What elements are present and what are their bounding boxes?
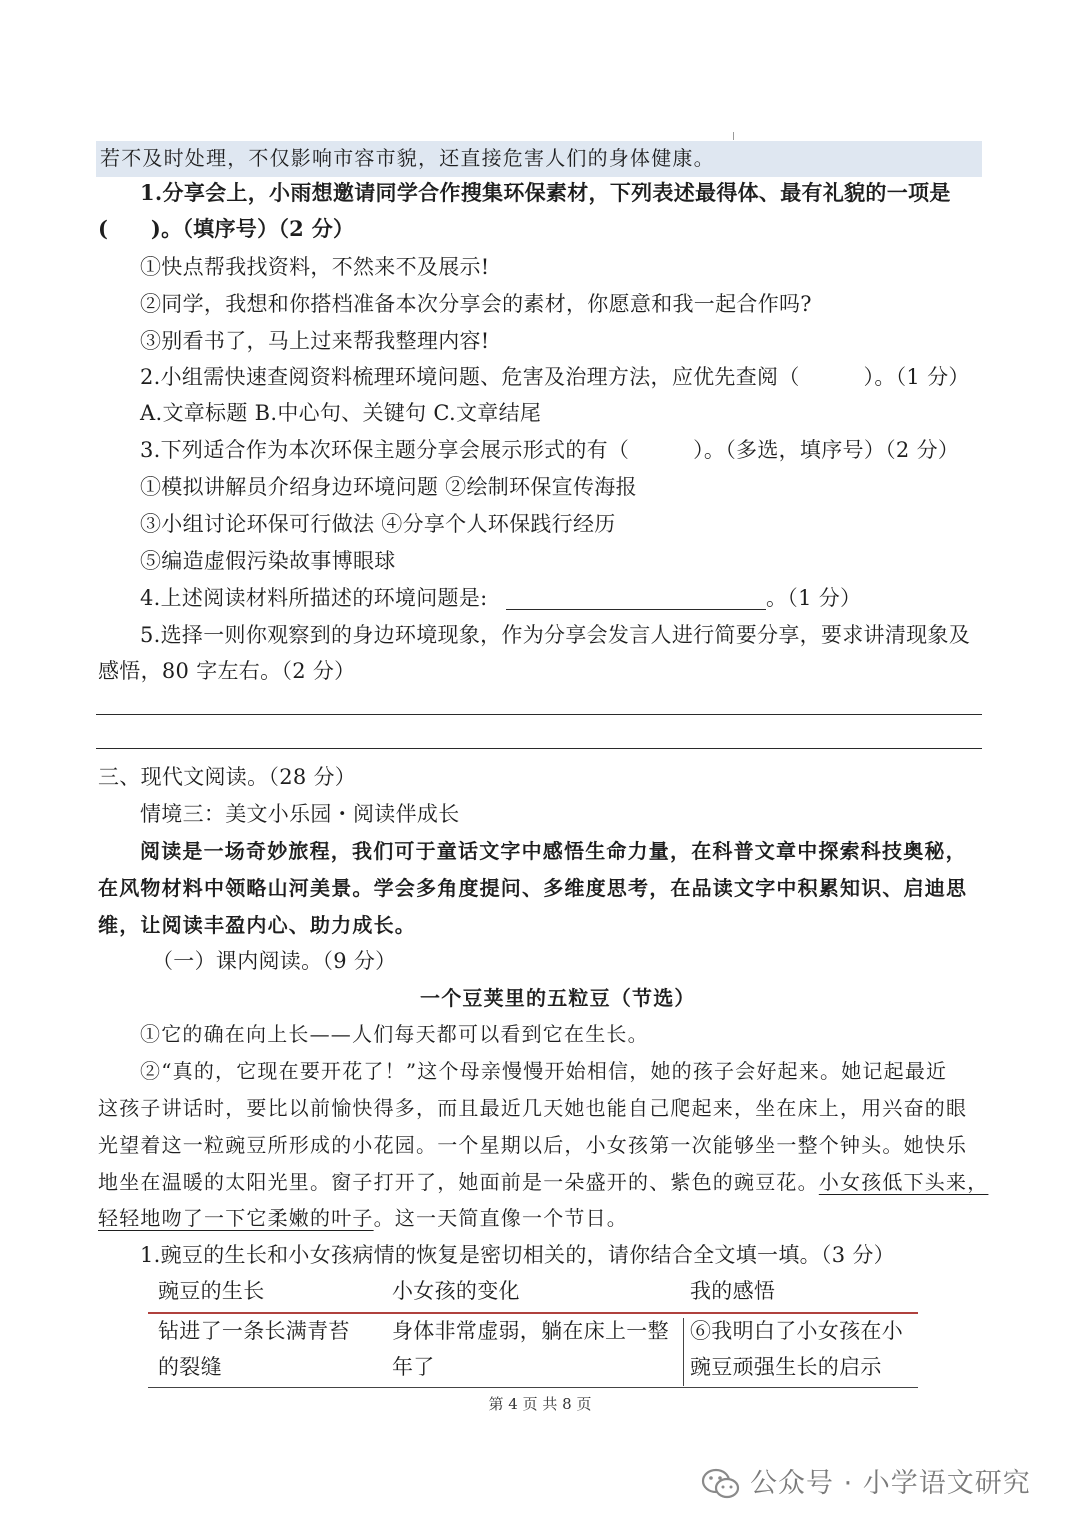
- reading-question-1: 1.豌豆的生长和小女孩病情的恢复是密切相关的，请你结合全文填一填。（3 分）: [140, 1243, 895, 1267]
- q1-option-1: ①快点帮我找资料，不然来不及展示!: [140, 255, 490, 279]
- table-cell-insight-line2: 豌豆顽强生长的启示: [690, 1355, 882, 1379]
- table-bottom-rule: [148, 1387, 918, 1388]
- crop-mark: [733, 132, 734, 140]
- answer-line-2[interactable]: [96, 748, 982, 749]
- q3-stem: 3.下列适合作为本次环保主题分享会展示形式的有（ ）。（多选，填序号）（2 分）: [140, 438, 960, 462]
- table-cell-pea-line2: 的裂缝: [158, 1355, 222, 1379]
- q4-stem: 4.上述阅读材料所描述的环境问题是:: [140, 586, 488, 610]
- section-intro-line-3: 维，让阅读丰盈内心、助力成长。: [98, 913, 416, 937]
- passage-line-3: 光望着这一粒豌豆所形成的小花园。一个星期以后，小女孩第一次能够坐一整个钟头。她快乐: [98, 1133, 968, 1157]
- watermark-text: 公众号 · 小学语文研究: [750, 1468, 1031, 1499]
- q5-stem-line1: 5.选择一则你观察到的身边环境现象，作为分享会发言人进行简要分享，要求讲清现象及: [140, 623, 971, 647]
- q4-tail: 。（1 分）: [766, 586, 862, 610]
- q1-stem-line2: ( )。（填序号）（2 分）: [98, 216, 355, 241]
- wechat-icon: [700, 1466, 742, 1502]
- section3-title: 三、现代文阅读。（28 分）: [98, 765, 357, 789]
- passage-line-4: [98, 1167, 988, 1197]
- answer-line-1[interactable]: [96, 714, 982, 715]
- table-header-my-insight: 我的感悟: [690, 1279, 776, 1303]
- q3-option-2: ③小组讨论环保可行做法 ④分享个人环保践行经历: [140, 512, 616, 536]
- table-header-rule: [148, 1312, 918, 1314]
- q5-stem-line2: 感悟，80 字左右。（2 分）: [98, 659, 356, 683]
- table-cell-pea-line1: 钻进了一条长满青苔: [158, 1319, 350, 1343]
- underlined-sentence-part1: 小女孩低下头来，: [818, 1170, 989, 1194]
- passage-paragraph-1: ①它的确在向上长——人们每天都可以看到它在生长。: [140, 1022, 649, 1046]
- q3-option-1: ①模拟讲解员介绍身边环境问题 ②绘制环保宣传海报: [140, 475, 637, 499]
- q4-answer-blank[interactable]: [506, 609, 766, 610]
- passage-line-2: 这孩子讲话时，要比以前愉快得多，而且最近几天她也能自己爬起来，坐在床上，用兴奋的眼: [98, 1096, 968, 1120]
- passage-line-1: ②“真的，它现在要开花了！”这个母亲慢慢开始相信，她的孩子会好起来。她记起最近: [140, 1059, 948, 1083]
- q3-option-3: ⑤编造虚假污染故事博眼球: [140, 549, 396, 573]
- section-intro-line-2: 在风物材料中领略山河美景。学会多角度提问、多维度思考，在品读文字中积累知识、启迪思: [98, 876, 968, 900]
- table-cell-girl-line2: 年了: [392, 1355, 435, 1379]
- section-intro-line-1: 阅读是一场奇妙旅程，我们可于童话文字中感悟生命力量，在科普文章中探索科技奥秘，: [140, 839, 967, 863]
- q1-option-3: ③别看书了，马上过来帮我整理内容!: [140, 329, 490, 353]
- passage-title: 一个豆荚里的五粒豆（节选）: [420, 986, 696, 1010]
- underlined-sentence-part2: 轻轻地吻了一下它柔嫩的叶子: [98, 1206, 374, 1230]
- page-number: 第 4 页 共 8 页: [488, 1395, 592, 1413]
- intro-tail-text: 若不及时处理，不仅影响市容市貌，还直接危害人们的身体健康。: [100, 146, 715, 170]
- q2-stem: 2.小组需快速查阅资料梳理环境问题、危害及治理方法，应优先查阅（ ）。（1 分）: [140, 365, 970, 389]
- table-cell-girl-line1: 身体非常虚弱，躺在床上一整: [392, 1319, 669, 1343]
- passage-line-5-text: 。这一天简直像一个节日。: [373, 1206, 629, 1230]
- passage-line-4-text: 地坐在温暖的太阳光里。窗子打开了，她面前是一朵盛开的、紫色的豌豆花。: [98, 1170, 819, 1194]
- scenario-title: 情境三：美文小乐园・阅读伴成长: [140, 802, 460, 826]
- table-cell-insight-line1: ⑥我明白了小女孩在小: [690, 1319, 903, 1343]
- passage-line-5: [98, 1203, 628, 1233]
- q2-options: A.文章标题 B.中心句、关键句 C.文章结尾: [140, 401, 542, 425]
- table-header-girl-change: 小女孩的变化: [392, 1279, 520, 1303]
- table-column-divider: [683, 1318, 684, 1386]
- q1-option-2: ②同学，我想和你搭档准备本次分享会的素材，你愿意和我一起合作吗?: [140, 292, 812, 316]
- q1-stem-line1: 1.分享会上，小雨想邀请同学合作搜集环保素材，下列表述最得体、最有礼貌的一项是: [140, 180, 951, 205]
- subsection-title: （一）课内阅读。（9 分）: [152, 949, 397, 973]
- table-header-pea-growth: 豌豆的生长: [158, 1279, 265, 1303]
